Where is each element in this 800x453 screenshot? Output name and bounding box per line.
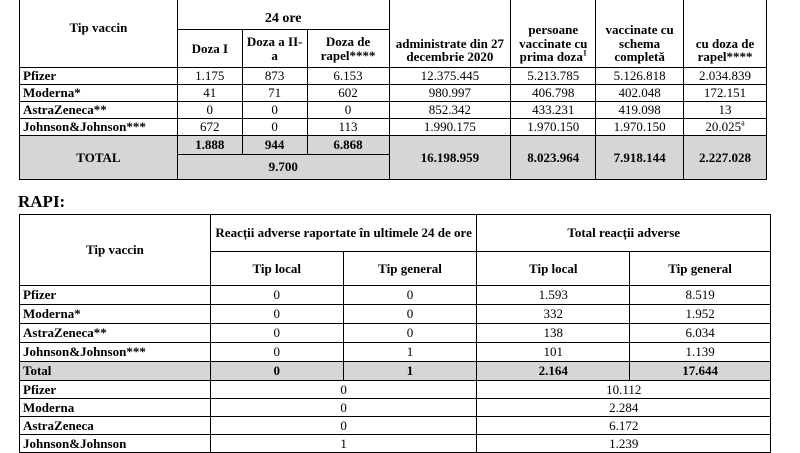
schema-completa-value: 419.098 [596, 102, 684, 119]
general-total-value: 6.034 [630, 324, 771, 343]
administrate-value: 12.375.445 [389, 68, 511, 85]
rapel-value: 6.153 [307, 68, 389, 85]
total-admin: 16.198.959 [389, 136, 511, 180]
general-24h-value: 1 [343, 343, 477, 362]
rapel-value: 602 [307, 85, 389, 102]
table-row [20, 417, 771, 435]
vaccine-name: AstraZeneca** [20, 324, 211, 343]
local-24h-value: 0 [210, 343, 343, 362]
rapi-total-l24: 0 [210, 362, 343, 381]
vaccine-name: Johnson&Johnson [20, 435, 211, 453]
reactions-total-value: 2.284 [477, 399, 771, 417]
doza1-value: 0 [177, 102, 242, 119]
doza2-value: 71 [242, 85, 307, 102]
general-24h-value: 0 [343, 305, 477, 324]
reactions-total-value: 6.172 [477, 417, 771, 435]
general-24h-value: 0 [343, 324, 477, 343]
reactions-24h-value: 0 [210, 417, 477, 435]
prima-doza-value: 433.231 [511, 102, 596, 119]
total-d1: 1.888 [177, 136, 242, 155]
table-row [20, 343, 771, 362]
tip-vaccin-header-2: Tip vaccin [20, 215, 211, 286]
reactions-total-value: 1.239 [477, 435, 771, 453]
local-24h-value: 0 [210, 305, 343, 324]
vaccine-name: Pfizer [20, 286, 211, 305]
table-row [20, 381, 771, 399]
general-24h-value: 0 [343, 286, 477, 305]
prima-doza-value: 5.213.785 [511, 68, 596, 85]
tip-general-header-24h: Tip general [343, 252, 477, 286]
adverse-reactions-table [19, 214, 771, 453]
vaccine-name: AstraZeneca [20, 417, 211, 435]
rapi-total-g24: 1 [343, 362, 477, 381]
schema-completa-value: 5.126.818 [596, 68, 684, 85]
doza1-header: Doza I [177, 30, 242, 68]
table-row [20, 119, 767, 136]
rapel-total-value: 13 [684, 102, 767, 119]
doza1-value: 672 [177, 119, 242, 136]
tip-local-header-total: Tip local [477, 252, 630, 286]
administrate-header: administrate din 27 decembrie 2020 [389, 0, 511, 68]
reactions-24h-value: 0 [210, 381, 477, 399]
schema-completa-header: vaccinate cu schema completă [596, 0, 684, 68]
administrate-value: 980.997 [389, 85, 511, 102]
rapel-total-value: 2.034.839 [684, 68, 767, 85]
total-reactii-header: Total reacții adverse [477, 215, 771, 252]
doza2-header: Doza a II-a [242, 30, 307, 68]
total-rapel: 6.868 [307, 136, 389, 155]
local-24h-value: 0 [210, 286, 343, 305]
doza2-value: 873 [242, 68, 307, 85]
rapel-total-value: 20.025$^a$ [684, 119, 767, 136]
vaccination-table [19, 0, 767, 180]
rapi-title: RAPI: [18, 192, 66, 211]
tip-local-header-24h: Tip local [210, 252, 343, 286]
doza1-value: 41 [177, 85, 242, 102]
total-d2: 944 [242, 136, 307, 155]
prima-doza-header: persoane vaccinate cu prima doza$^1$ [511, 0, 596, 68]
table-row [20, 68, 767, 85]
local-total-value: 101 [477, 343, 630, 362]
total-prima: 8.023.964 [511, 136, 596, 180]
schema-completa-value: 402.048 [596, 85, 684, 102]
general-total-value: 1.952 [630, 305, 771, 324]
24-ore-header: 24 ore [177, 0, 389, 30]
reactii-24h-header: Reacții adverse raportate în ultimele 24 de ore [210, 215, 477, 252]
tip-vaccin-header: Tip vaccin [20, 0, 178, 68]
rapel-value: 113 [307, 119, 389, 136]
vaccine-name: Moderna* [20, 305, 211, 324]
prima-doza-value: 406.798 [511, 85, 596, 102]
administrate-value: 852.342 [389, 102, 511, 119]
vaccine-name: AstraZeneca** [20, 102, 178, 119]
total-label: TOTAL [20, 136, 178, 180]
vaccine-name: Moderna* [20, 85, 178, 102]
local-total-value: 1.593 [477, 286, 630, 305]
vaccine-name: Johnson&Johnson*** [20, 343, 211, 362]
rapi-total-gt: 17.644 [630, 362, 771, 381]
total-rapel-cum: 2.227.028 [684, 136, 767, 180]
total-24h: 9.700 [177, 155, 389, 180]
vaccine-name: Moderna [20, 399, 211, 417]
rapel-total-value: 172.151 [684, 85, 767, 102]
rapel-value: 0 [307, 102, 389, 119]
administrate-value: 1.990.175 [389, 119, 511, 136]
local-24h-value: 0 [210, 324, 343, 343]
table-row [20, 324, 771, 343]
reactions-24h-value: 1 [210, 435, 477, 453]
general-total-value: 8.519 [630, 286, 771, 305]
vaccine-name: Johnson&Johnson*** [20, 119, 178, 136]
table-row [20, 305, 771, 324]
doza2-value: 0 [242, 102, 307, 119]
prima-doza-value: 1.970.150 [511, 119, 596, 136]
schema-completa-value: 1.970.150 [596, 119, 684, 136]
doza1-value: 1.175 [177, 68, 242, 85]
tip-general-header-total: Tip general [630, 252, 771, 286]
doza2-value: 0 [242, 119, 307, 136]
table-row [20, 102, 767, 119]
local-total-value: 332 [477, 305, 630, 324]
rapi-total-label: Total [20, 362, 211, 381]
vaccine-name: Pfizer [20, 381, 211, 399]
table-row [20, 286, 771, 305]
rapi-total-lt: 2.164 [477, 362, 630, 381]
table-row [20, 399, 771, 417]
reactions-24h-value: 0 [210, 399, 477, 417]
vaccine-name: Pfizer [20, 68, 178, 85]
rapel-header: Doza de rapel**** [307, 30, 389, 68]
general-total-value: 1.139 [630, 343, 771, 362]
local-total-value: 138 [477, 324, 630, 343]
rapel-total-header: cu doza de rapel**** [684, 0, 767, 68]
table-row [20, 85, 767, 102]
total-schema: 7.918.144 [596, 136, 684, 180]
reactions-total-value: 10.112 [477, 381, 771, 399]
